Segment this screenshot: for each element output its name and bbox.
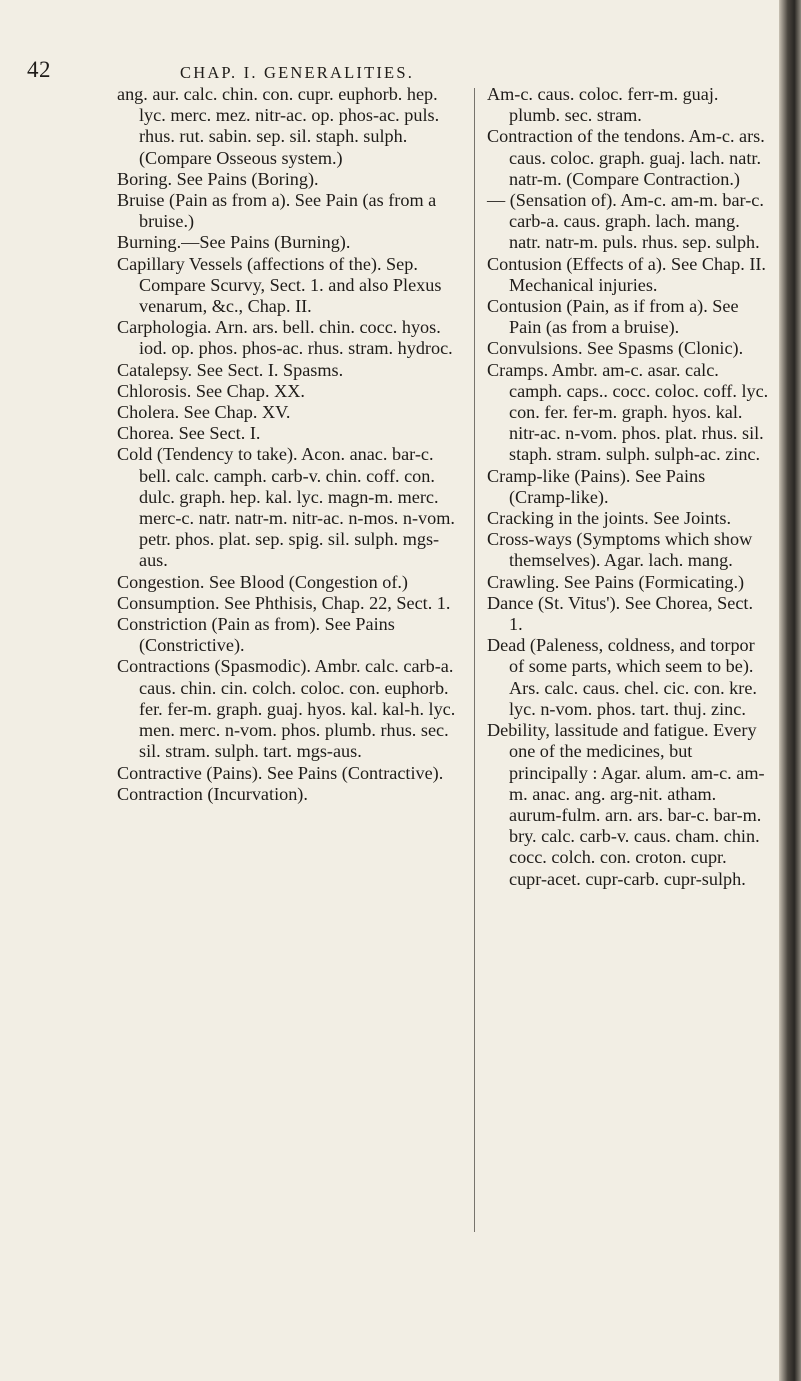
column-divider bbox=[474, 88, 475, 1232]
index-entry: Contusion (Effects of a). See Chap. II. Mechanical injuries. bbox=[487, 253, 766, 295]
index-entry: ang. aur. calc. chin. con. cupr. euphorb. hep. lyc. merc. mez. nitr-ac. op. phos-ac. puls. rhus. rut. sabin. sep. sil. staph. sulph. (Compare Osseous system.) bbox=[117, 84, 440, 168]
index-entry: Cramps. Ambr. am-c. asar. calc. camph. caps.. cocc. coloc. coff. lyc. con. fer. fer-m. graph. hyos. kal. nitr-ac. n-vom. phos. plat. rhus. sil. staph. stram. sulph. sulph-ac. zinc. bbox=[487, 359, 769, 465]
index-entry: Bruise (Pain as from a). See Pain (as from a bruise.) bbox=[117, 190, 437, 232]
index-entry: Carphologia. Arn. ars. bell. chin. cocc. hyos. iod. op. phos. phos-ac. rhus. stram. hydroc. bbox=[117, 317, 453, 359]
index-entry: Consumption. See Phthisis, Chap. 22, Sect. 1. bbox=[117, 592, 451, 613]
index-entry: Burning.—See Pains (Burning). bbox=[117, 232, 351, 253]
page-number: 42 bbox=[27, 57, 51, 82]
index-entry: Chlorosis. See Chap. XX. bbox=[117, 380, 305, 401]
index-entry: Cholera. See Chap. XV. bbox=[117, 402, 291, 423]
index-entry: Chorea. See Sect. I. bbox=[117, 423, 261, 444]
index-entry: Contractions (Spasmodic). Ambr. calc. carb-a. caus. chin. cin. colch. coloc. con. euphorb. fer. fer-m. graph. guaj. hyos. kal. kal-h. lyc. men. merc. n-vom. phos. plumb. rhus. sec. sil. stram. sulph. tart. mgs-aus. bbox=[117, 656, 456, 762]
index-entry: Contraction (Incurvation). bbox=[117, 783, 308, 804]
index-entry: Cross-ways (Symptoms which show themselves). Agar. lach. mang. bbox=[487, 529, 753, 571]
index-entry: Constriction (Pain as from). See Pains (Constrictive). bbox=[117, 614, 395, 656]
index-entry: Debility, lassitude and fatigue. Every one of the medicines, but principally : Agar. alum. am-c. am-m. anac. ang. arg-nit. atham. aurum-fulm. arn. ars. bar-c. bar-m. bry. calc. carb-v. caus. cham. chin. cocc. colch. con. croton. cupr. cupr-acet. cupr-carb. cupr-sulph. bbox=[487, 720, 765, 889]
right-column bbox=[487, 84, 769, 890]
index-entry: Cramp-like (Pains). See Pains (Cramp-like). bbox=[487, 465, 706, 507]
index-entry: Am-c. caus. coloc. ferr-m. guaj. plumb. sec. stram. bbox=[487, 84, 719, 126]
index-entry: Catalepsy. See Sect. I. Spasms. bbox=[117, 359, 344, 380]
index-entry: Congestion. See Blood (Congestion of.) bbox=[117, 571, 408, 592]
index-entry: Dead (Paleness, coldness, and torpor of some parts, which seem to be). Ars. calc. caus. chel. cic. con. kre. lyc. n-vom. phos. tart. thuj. zinc. bbox=[487, 635, 757, 719]
index-entry: — (Sensation of). Am-c. am-m. bar-c. carb-a. caus. graph. lach. mang. natr. natr-m. puls. rhus. sep. sulph. bbox=[487, 190, 764, 253]
index-entry: Cracking in the joints. See Joints. bbox=[487, 508, 731, 529]
index-entry: Contractive (Pains). See Pains (Contractive). bbox=[117, 762, 444, 783]
index-entry: Cold (Tendency to take). Acon. anac. bar-c. bell. calc. camph. carb-v. chin. coff. con. dulc. graph. hep. kal. lyc. magn-m. merc. merc-c. natr. natr-m. nitr-ac. n-mos. n-vom. petr. phos. plat. sep. spig. sil. sulph. mgs-aus. bbox=[117, 444, 455, 571]
left-column bbox=[117, 84, 460, 805]
index-entry: Contusion (Pain, as if from a). See Pain (as from a bruise). bbox=[487, 296, 739, 338]
running-head: CHAP. I. GENERALITIES. bbox=[180, 63, 415, 82]
index-entry: Convulsions. See Spasms (Clonic). bbox=[487, 338, 744, 359]
index-entry: Boring. See Pains (Boring). bbox=[117, 168, 319, 189]
book-edge-shadow bbox=[779, 0, 801, 1381]
index-entry: Capillary Vessels (affections of the). Sep. Compare Scurvy, Sect. 1. and also Plexus venarum, &c., Chap. II. bbox=[117, 253, 442, 317]
index-entry: Contraction of the tendons. Am-c. ars. caus. coloc. graph. guaj. lach. natr. natr-m. (Compare Contraction.) bbox=[487, 126, 765, 189]
index-entry: Crawling. See Pains (Formicating.) bbox=[487, 571, 745, 592]
index-entry: Dance (St. Vitus'). See Chorea, Sect. 1. bbox=[487, 592, 754, 635]
